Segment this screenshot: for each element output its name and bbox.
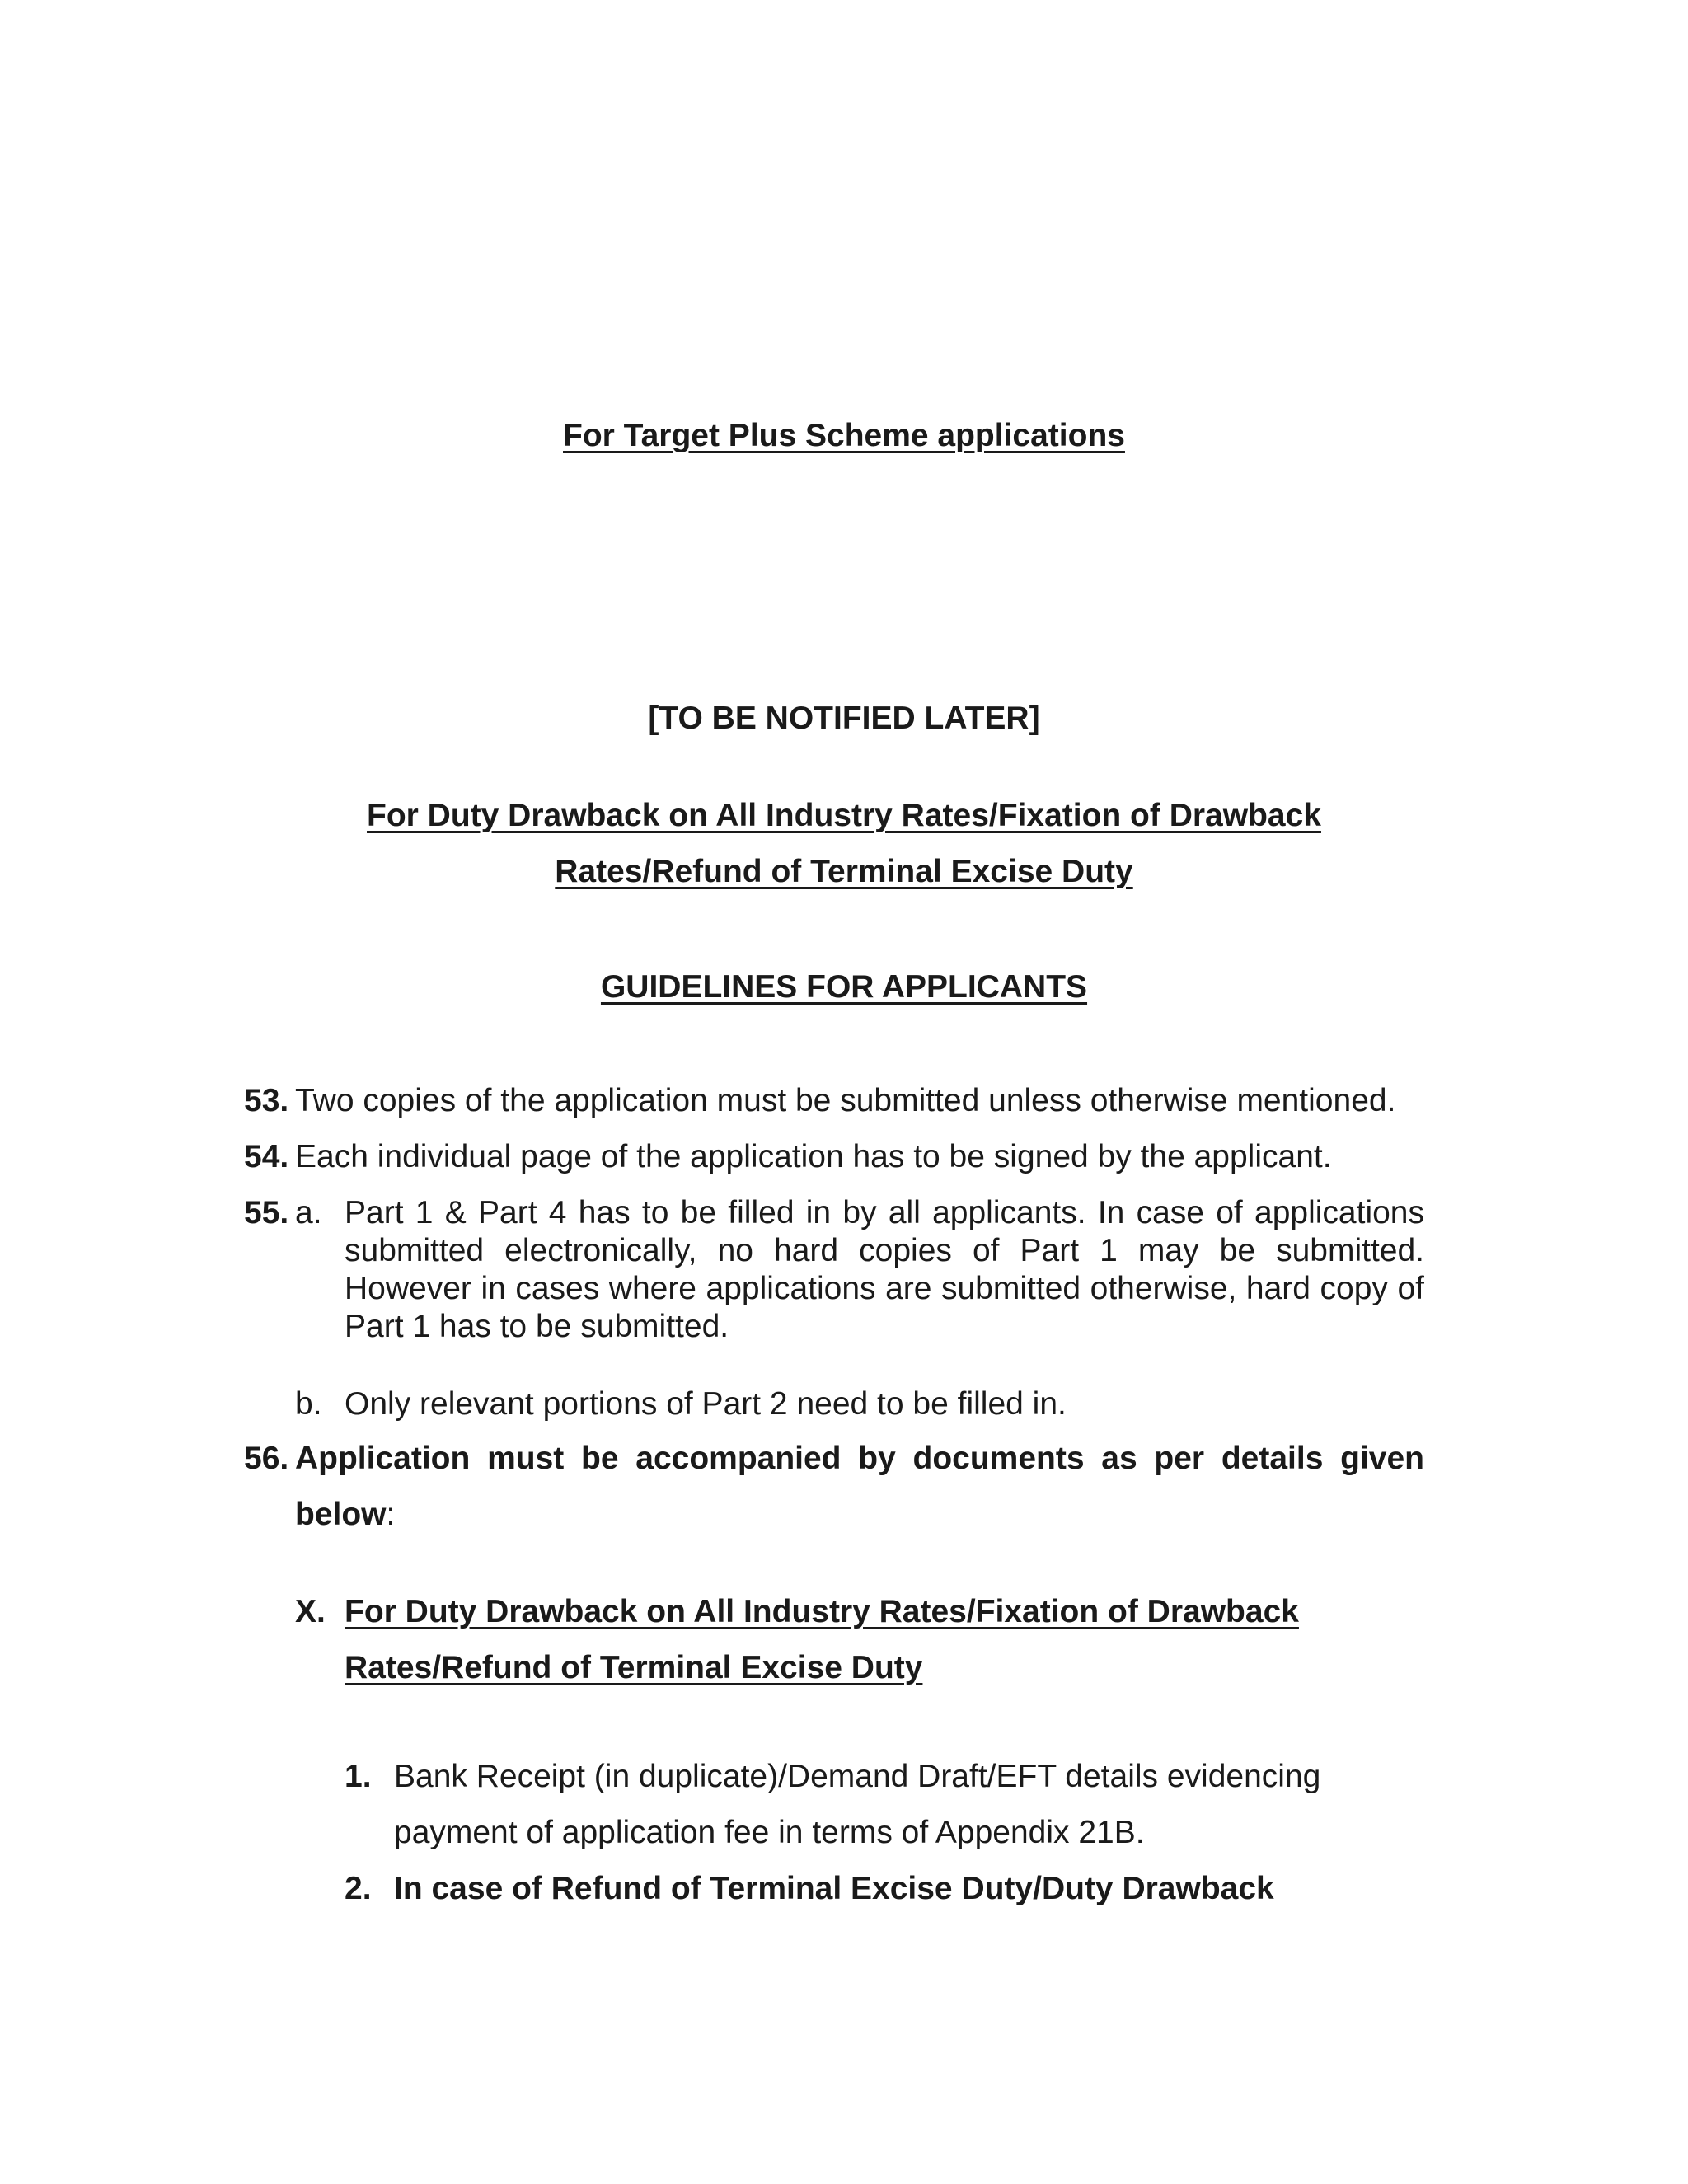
document-item-text: Bank Receipt (in duplicate)/Demand Draft/EFT details evidencing payment of application fee in terms of Appendix 21B. xyxy=(394,1759,1321,1850)
guideline-55-a-text: Part 1 & Part 4 has to be filled in by all applicants. In case of applications submitted electronically, no hard copies of Part 1 may be submitted. However in cases where applications are submitted otherwise, hard copy of Part 1 has to be submitted. xyxy=(345,1195,1424,1344)
guideline-number-53: 53. xyxy=(244,1083,289,1118)
heading-duty-drawback: For Duty Drawback on All Industry Rates/Fixation of Drawback Rates/Refund of Terminal Excise Duty xyxy=(367,798,1321,889)
document-item-number: 2. xyxy=(345,1871,372,1906)
guideline-55-b-label: b. xyxy=(295,1386,322,1422)
guideline-55-b-text: Only relevant portions of Part 2 need to be filled in. xyxy=(345,1386,1067,1422)
heading-notified-later: [TO BE NOTIFIED LATER] xyxy=(648,701,1040,736)
section-x-label: X. xyxy=(295,1594,326,1629)
guideline-text-56: Application must be accompanied by documents as per details given below: xyxy=(295,1441,1424,1532)
guideline-number-54: 54. xyxy=(244,1139,289,1174)
heading-guidelines: GUIDELINES FOR APPLICANTS xyxy=(600,969,1088,1005)
heading-target-plus: For Target Plus Scheme applications xyxy=(563,418,1125,453)
guideline-55-a-label: a. xyxy=(295,1195,322,1230)
guideline-text-53: Two copies of the application must be submitted unless otherwise mentioned. xyxy=(295,1083,1396,1118)
document-item-number: 1. xyxy=(345,1759,372,1794)
guideline-number-55: 55. xyxy=(244,1195,289,1230)
document-item-text: In case of Refund of Terminal Excise Duty/Duty Drawback xyxy=(394,1871,1274,1906)
guideline-text-54: Each individual page of the application has to be signed by the applicant. xyxy=(295,1139,1332,1174)
section-x-title: For Duty Drawback on All Industry Rates/Fixation of Drawback Rates/Refund of Terminal Excise Duty xyxy=(345,1594,1299,1685)
guideline-number-56: 56. xyxy=(244,1441,289,1476)
